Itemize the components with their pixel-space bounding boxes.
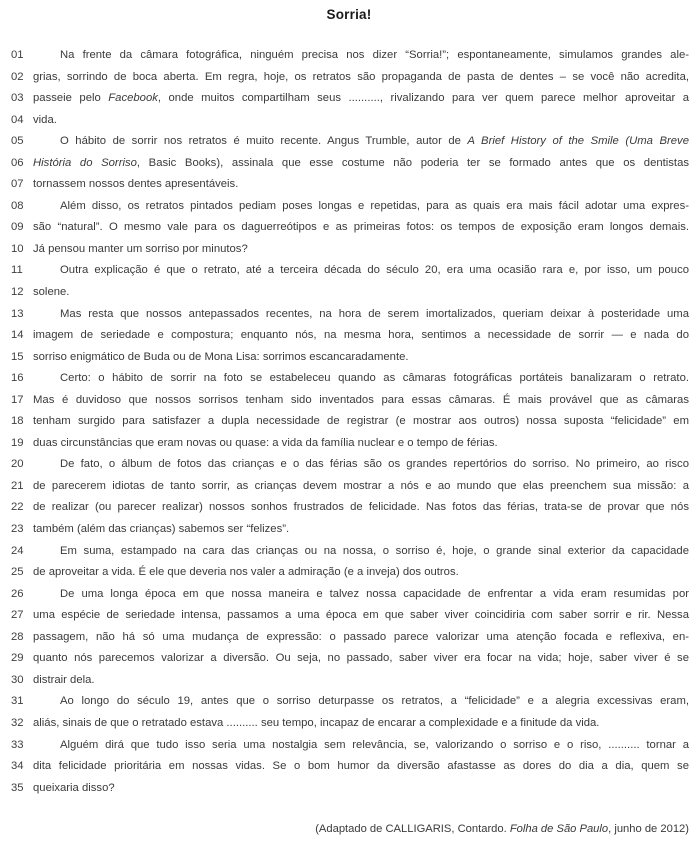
text-segment: sorriso enigmático de Buda ou de Mona Lisa: sorrimos escancaradamente. xyxy=(33,350,409,363)
line-number: 12 xyxy=(11,286,24,299)
page-title: Sorria! xyxy=(326,7,372,22)
line-number: 14 xyxy=(11,329,24,342)
line-number: 16 xyxy=(11,372,24,385)
line-number: 06 xyxy=(11,156,24,169)
line-text xyxy=(33,476,689,498)
line-text xyxy=(33,433,689,455)
text-line xyxy=(0,584,698,606)
text-segment: passeie pelo xyxy=(33,92,109,105)
line-number: 25 xyxy=(11,566,24,579)
text-segment: de aproveitar a vida. É ele que deveria nos valer a admiração (e a inveja) dos outros. xyxy=(33,566,459,579)
text-segment: tenham surgido para satisfazer a dupla necessidade de registrar (e mostrar aos outros) nossa suposta “felicidade” em xyxy=(33,415,689,428)
line-text xyxy=(33,196,689,218)
text-line xyxy=(0,260,698,282)
text-line xyxy=(0,45,698,67)
line-text xyxy=(33,239,689,261)
text-segment: , junho de 2012) xyxy=(608,823,689,835)
line-number: 31 xyxy=(11,695,24,708)
text-line xyxy=(0,368,698,390)
text-segment: O hábito de sorrir nos retratos é muito recente. Angus Trumble, autor de xyxy=(60,135,468,148)
line-number: 11 xyxy=(11,264,23,277)
text-line xyxy=(0,196,698,218)
text-segment: Em suma, estampado na cara das crianças ou na nossa, o sorriso é, hoje, o grande sinal exterior da capacidade xyxy=(60,544,689,557)
text-segment: grias, sorrindo de boca aberta. Em regra, hoje, os retratos são propaganda de pasta de dentes – se você não acredita, xyxy=(33,70,689,83)
line-text xyxy=(33,562,689,584)
line-text xyxy=(33,497,689,519)
text-line xyxy=(0,174,698,196)
text-segment: passagem, não há só uma mudança de expressão: o passado parece valorizar uma atenção focada e reflexiva, en- xyxy=(33,630,689,643)
line-number: 20 xyxy=(11,458,24,471)
text-segment: também (além das crianças) sabemos ser “felizes”. xyxy=(33,523,290,536)
text-segment: Mas resta que nossos antepassados recentes, na hora de serem imortalizados, queriam deixar à posteridade uma xyxy=(60,307,689,320)
line-text xyxy=(33,131,689,153)
line-text xyxy=(33,648,689,670)
text-line xyxy=(0,476,698,498)
line-text xyxy=(33,541,689,563)
line-number: 01 xyxy=(11,49,24,61)
text-segment: Mas é duvidoso que nossos sorrisos tenham sido inventados para essas câmaras. É mais provável que as câmaras xyxy=(33,393,689,406)
text-segment: Na frente da câmara fotográfica, ninguém precisa nos dizer “Sorria!”; espontaneamente, simulamos grandes ale- xyxy=(60,49,689,61)
text-segment: dita felicidade prioritária em nossas vidas. Se o bom humor da diversão afastasse as dores do dia a dia, quem se xyxy=(33,760,689,773)
line-number: 29 xyxy=(11,652,24,665)
text-line xyxy=(0,282,698,304)
text-line xyxy=(0,541,698,563)
line-text xyxy=(33,454,689,476)
line-number: 07 xyxy=(11,178,24,191)
text-segment: duas circunstâncias que eram novas ou quase: a vida da família nuclear e o tempo de férias. xyxy=(33,436,498,449)
text-segment: solene. xyxy=(33,286,70,299)
text-line xyxy=(0,67,698,89)
text-line xyxy=(0,605,698,627)
text-segment: , onde muitos compartilham seus .........., rivalizando para ver quem parece melhor aproveitar a xyxy=(157,92,689,105)
line-text xyxy=(33,110,689,132)
line-text xyxy=(33,756,689,778)
line-number: 35 xyxy=(11,781,24,794)
text-segment: são “natural”. O mesmo vale para os daguerreótipos e as primeiras fotos: os tempos de exposição eram longos demais. xyxy=(33,221,689,234)
text-line xyxy=(0,735,698,757)
line-number: 10 xyxy=(11,242,24,255)
line-text xyxy=(33,304,689,326)
source-citation xyxy=(315,823,689,835)
text-line xyxy=(0,110,698,132)
line-number: 34 xyxy=(11,760,24,773)
text-line xyxy=(0,411,698,433)
text-segment: Ao longo do século 19, antes que o sorriso deturpasse os retratos, a “felicidade” e a alegria excessivas eram, xyxy=(60,695,689,708)
line-text xyxy=(33,67,689,89)
line-number: 09 xyxy=(11,221,24,234)
text-segment: aliás, sinais de que o retratado estava .......... seu tempo, incapaz de encarar a complexidade e a finitude da vida. xyxy=(33,716,600,729)
text-segment: distrair dela. xyxy=(33,673,95,686)
line-number: 24 xyxy=(11,544,24,557)
line-text xyxy=(33,627,689,649)
text-segment: Outra explicação é que o retrato, até a terceira década do século 20, era uma ocasião rara e, por isso, um pouco xyxy=(60,264,689,277)
text-segment: vida. xyxy=(33,113,57,126)
line-text xyxy=(33,260,689,282)
line-number: 19 xyxy=(11,436,24,449)
line-number: 04 xyxy=(11,113,24,126)
line-number: 03 xyxy=(11,92,24,105)
text-line xyxy=(0,627,698,649)
text-segment: tornassem nossos dentes apresentáveis. xyxy=(33,178,239,191)
text-line xyxy=(0,713,698,735)
line-number: 13 xyxy=(11,307,24,320)
line-text xyxy=(33,174,689,196)
text-line xyxy=(0,239,698,261)
line-text xyxy=(33,778,689,800)
line-text xyxy=(33,282,689,304)
line-number: 30 xyxy=(11,673,24,686)
line-number: 28 xyxy=(11,630,24,643)
line-number: 26 xyxy=(11,587,24,600)
text-line xyxy=(0,519,698,541)
text-line xyxy=(0,131,698,153)
italic-text: História do Sorriso xyxy=(33,156,137,169)
line-text xyxy=(33,368,689,390)
text-segment: Alguém dirá que tudo isso seria uma nostalgia sem relevância, se, valorizando o sorriso e o riso, .......... tornar a xyxy=(60,738,689,751)
italic-text: A Brief History of the Smile (Uma Breve xyxy=(467,135,689,148)
line-text xyxy=(33,153,689,175)
text-line xyxy=(0,670,698,692)
text-segment: (Adaptado de CALLIGARIS, Contardo. xyxy=(315,823,510,835)
line-number: 18 xyxy=(11,415,24,428)
line-text xyxy=(33,88,689,110)
text-segment: Além disso, os retratos pintados pediam poses longas e repetidas, para as quais era mais fácil adotar uma expres- xyxy=(60,199,689,212)
text-line xyxy=(0,756,698,778)
line-text xyxy=(33,584,689,606)
text-body xyxy=(0,45,698,799)
text-line xyxy=(0,217,698,239)
text-segment: de realizar (ou parecer realizar) nossos sonhos frustrados de felicidade. Nas fotos das férias, trata-se de provar que nós xyxy=(33,501,689,514)
line-text xyxy=(33,605,689,627)
text-line xyxy=(0,304,698,326)
text-line xyxy=(0,88,698,110)
text-segment: Certo: o hábito de sorrir na foto se estabeleceu quando as câmaras fotográficas portáteis banalizaram o retrato. xyxy=(60,372,689,385)
line-number: 21 xyxy=(11,479,24,492)
text-line xyxy=(0,390,698,412)
text-segment: De fato, o álbum de fotos das crianças e o das férias são os grandes repertórios do sorriso. No primeiro, ao risco xyxy=(60,458,689,471)
line-number: 15 xyxy=(11,350,24,363)
text-line xyxy=(0,691,698,713)
text-segment: De uma longa época em que nossa maneira e talvez nossa capacidade de enfrentar a vida eram resumidas por xyxy=(60,587,689,600)
text-line xyxy=(0,497,698,519)
text-line xyxy=(0,454,698,476)
line-text xyxy=(33,735,689,757)
text-line xyxy=(0,325,698,347)
text-segment: imagem de seriedade e compostura; enquanto nós, na mesma hora, sentimos a necessidade de sorrir — e nada do xyxy=(33,329,689,342)
text-line xyxy=(0,778,698,800)
line-number: 32 xyxy=(11,716,24,729)
line-number: 27 xyxy=(11,609,24,622)
line-text xyxy=(33,347,689,369)
italic-text: Facebook xyxy=(108,92,158,105)
text-line xyxy=(0,648,698,670)
text-line xyxy=(0,433,698,455)
line-text xyxy=(33,45,689,67)
text-segment: de parecerem idiotas de tanto sorrir, as crianças devem mostrar a nós e ao mundo que elas preenchem sua missão: a xyxy=(33,479,689,492)
italic-text: Folha de São Paulo xyxy=(509,823,609,835)
line-number: 08 xyxy=(11,199,24,212)
text-segment: uma espécie de seriedade intensa, passamos a uma época em que saber viver coincidiria com saber sorrir e rir. Nessa xyxy=(33,609,689,622)
line-text xyxy=(33,411,689,433)
line-text xyxy=(33,691,689,713)
line-text xyxy=(33,390,689,412)
text-segment: , Basic Books), assinala que esse costume não poderia ter se formado antes que os dentistas xyxy=(136,156,689,169)
line-text xyxy=(33,217,689,239)
text-segment: queixaria disso? xyxy=(33,781,115,794)
line-number: 23 xyxy=(11,523,24,536)
line-number: 02 xyxy=(11,70,24,83)
text-segment: Já pensou manter um sorriso por minutos? xyxy=(33,242,248,255)
text-line xyxy=(0,562,698,584)
line-number: 22 xyxy=(11,501,24,514)
line-text xyxy=(33,670,689,692)
line-text xyxy=(33,713,689,735)
line-text xyxy=(33,325,689,347)
text-line xyxy=(0,153,698,175)
line-number: 33 xyxy=(11,738,24,751)
text-segment: quanto nós parecemos valorizar a diversão. Ou seja, no passado, saber viver era focar na vida; hoje, saber viver é se xyxy=(33,652,689,665)
line-text xyxy=(33,519,689,541)
line-number: 05 xyxy=(11,135,24,148)
line-number: 17 xyxy=(11,393,24,406)
text-line xyxy=(0,347,698,369)
